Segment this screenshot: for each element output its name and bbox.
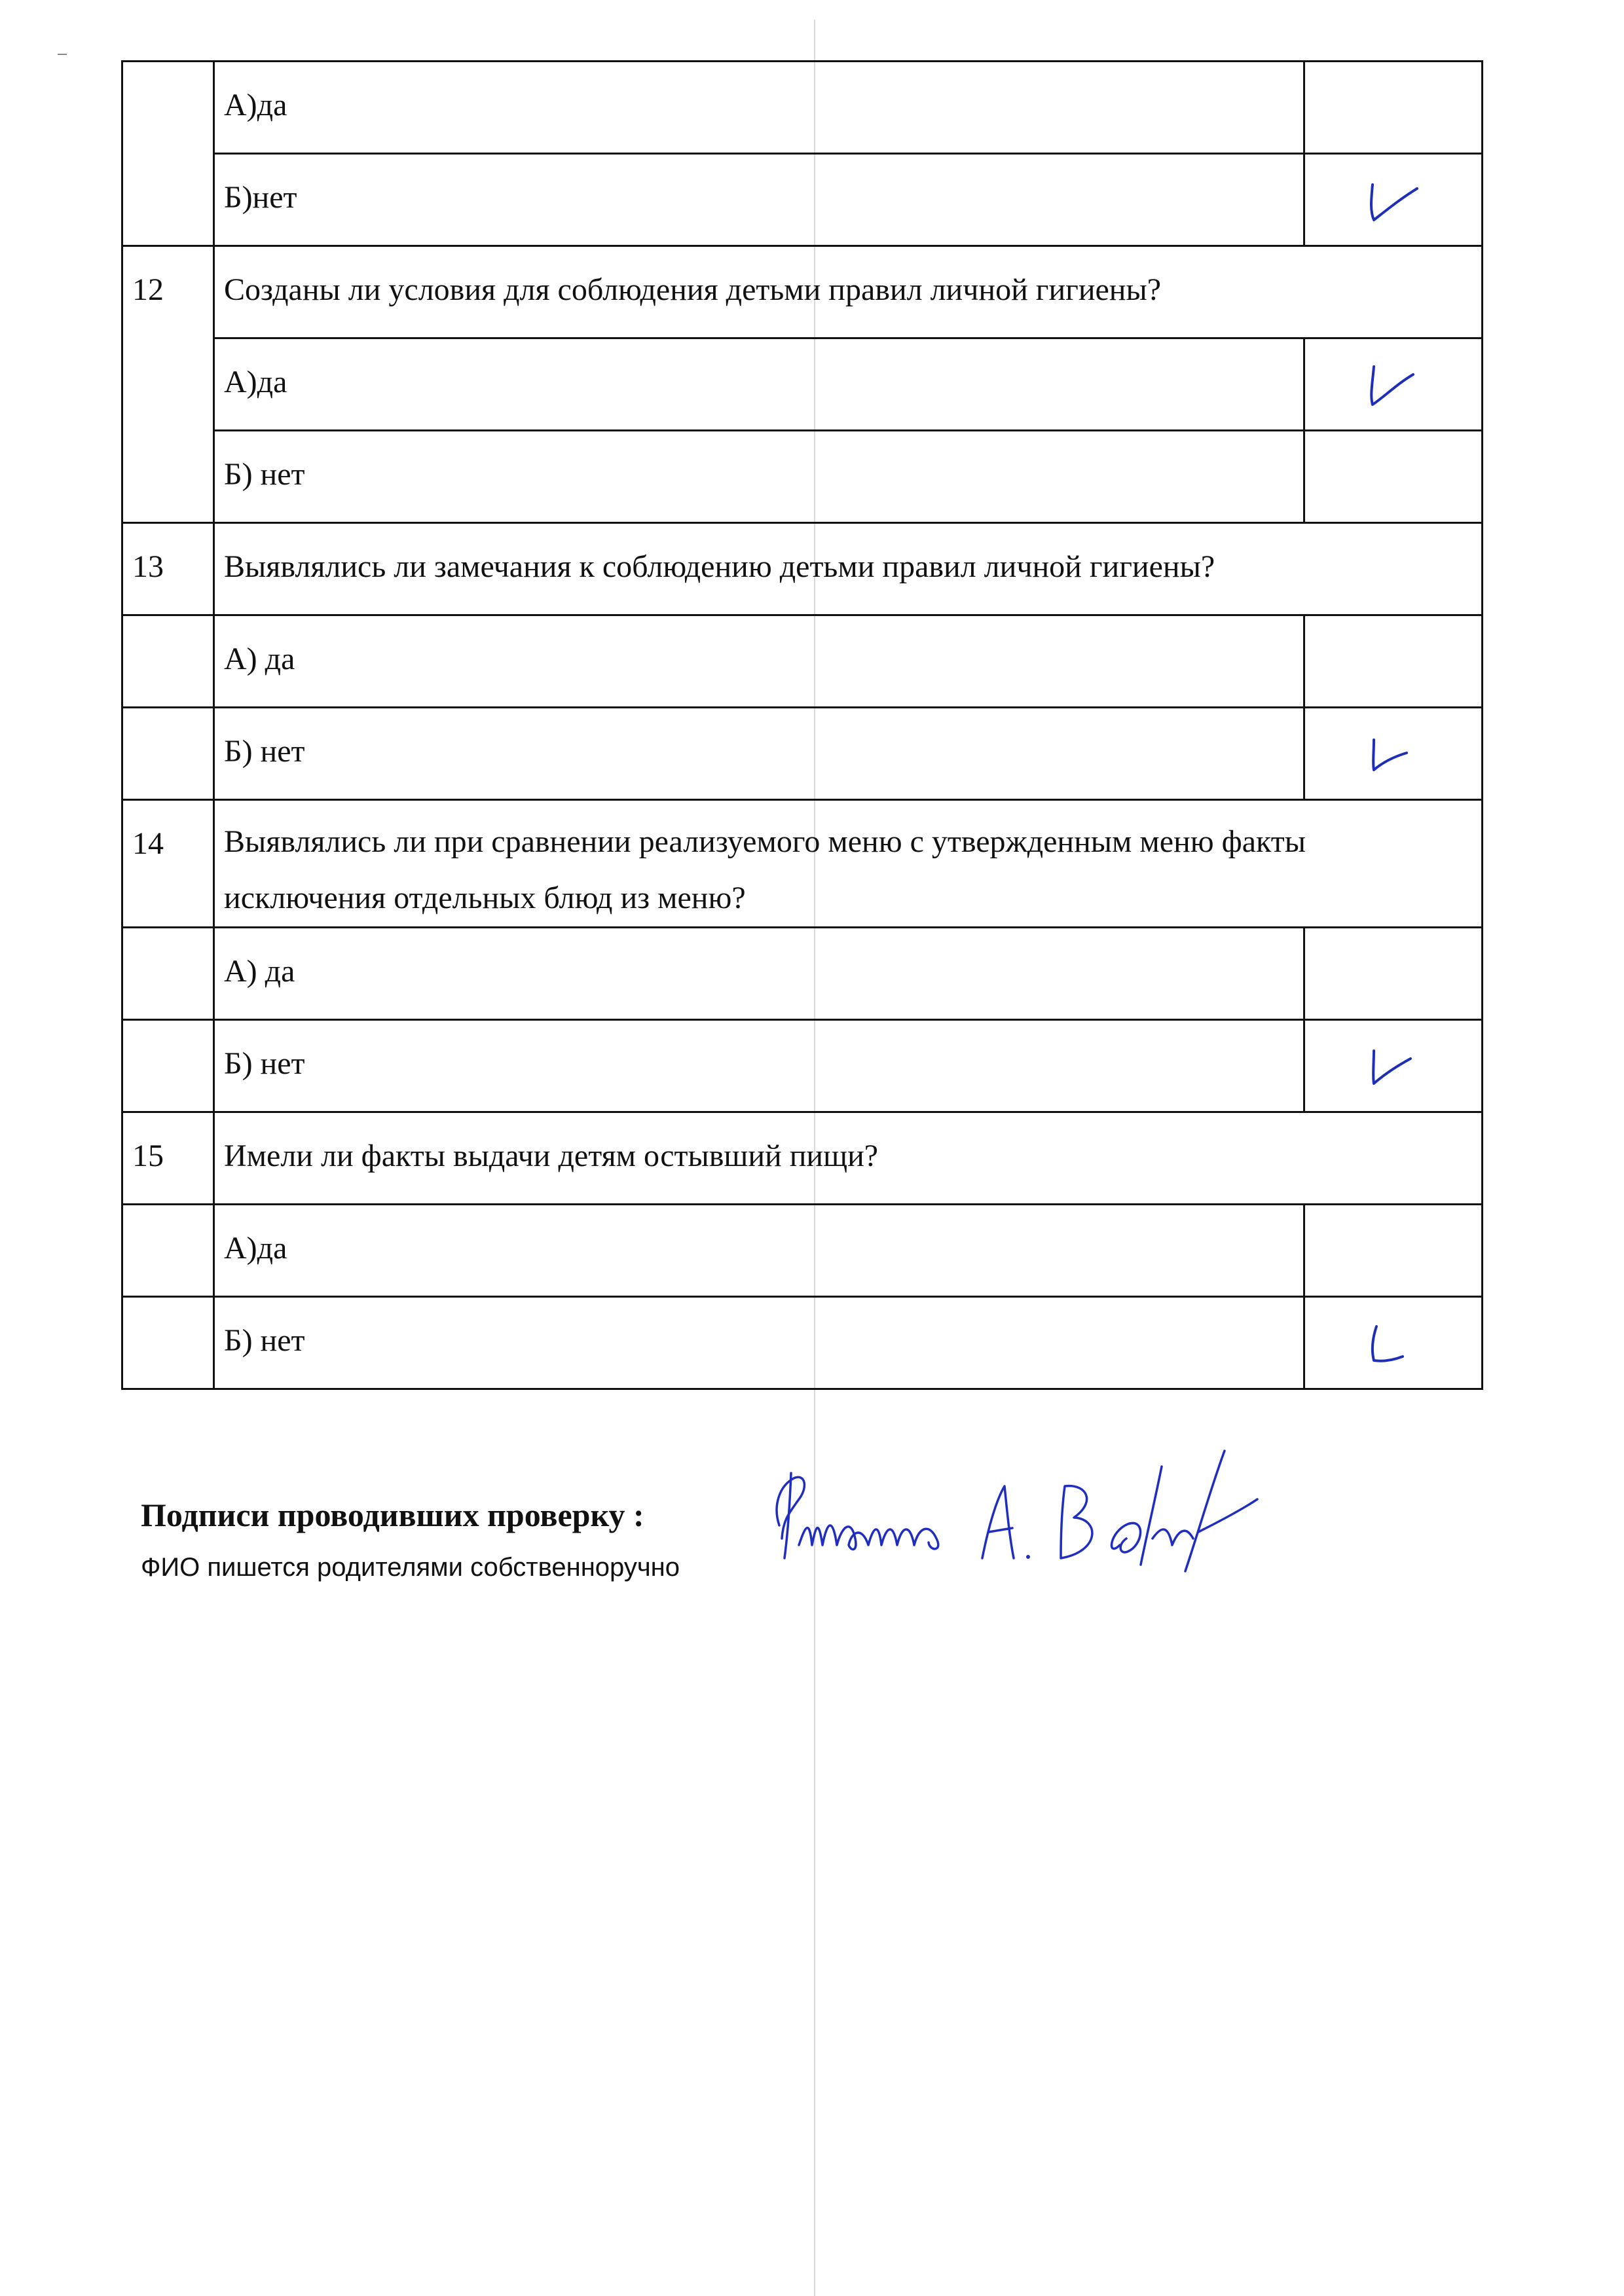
answer-label: А)да — [214, 338, 1304, 431]
scan-mark — [58, 54, 67, 55]
question-row-15 — [122, 1112, 1483, 1205]
answer-row — [122, 615, 1483, 708]
answer-row — [122, 338, 1483, 431]
answer-mark-cell[interactable] — [1304, 431, 1483, 523]
empty-number-cell — [122, 1205, 214, 1297]
answer-row — [122, 708, 1483, 800]
question-number — [122, 62, 214, 246]
empty-number-cell — [122, 615, 214, 708]
answer-label: Б) нет — [214, 1020, 1304, 1112]
answer-mark-cell[interactable] — [1304, 615, 1483, 708]
question-number: 13 — [122, 523, 214, 615]
answer-row — [122, 1297, 1483, 1389]
answer-mark-cell[interactable] — [1304, 708, 1483, 800]
signatures-title: Подписи проводивших проверку : — [141, 1497, 644, 1533]
answer-mark-cell[interactable] — [1304, 1297, 1483, 1389]
answer-label: Б)нет — [214, 154, 1304, 246]
empty-number-cell — [122, 928, 214, 1020]
question-number: 14 — [122, 800, 214, 928]
question-number: 12 — [122, 246, 214, 523]
empty-number-cell — [122, 1020, 214, 1112]
answer-label: А) да — [214, 928, 1304, 1020]
question-row-14 — [122, 800, 1483, 928]
answer-mark-cell[interactable] — [1304, 338, 1483, 431]
questionnaire-table — [121, 60, 1483, 1390]
answer-label: Б) нет — [214, 1297, 1304, 1389]
empty-number-cell — [122, 708, 214, 800]
question-text: Созданы ли условия для соблюдения детьми правил личной гигиены? — [214, 246, 1483, 338]
answer-mark-cell[interactable] — [1304, 1205, 1483, 1297]
empty-number-cell — [122, 1297, 214, 1389]
answer-row — [122, 1205, 1483, 1297]
answer-label: А)да — [214, 62, 1304, 154]
answer-mark-cell[interactable] — [1304, 1020, 1483, 1112]
answer-row — [122, 1020, 1483, 1112]
checkmark-icon — [1354, 179, 1433, 232]
answer-label: А) да — [214, 615, 1304, 708]
checkmark-icon — [1354, 1322, 1433, 1375]
question-text: Выявлялись ли при сравнении реализуемого меню с утвержденным меню факты исключения отдельных блюд из меню? — [214, 800, 1483, 928]
answer-mark-cell[interactable] — [1304, 928, 1483, 1020]
handwritten-signature — [753, 1447, 1434, 1584]
answer-label: Б) нет — [214, 431, 1304, 523]
answer-row — [122, 928, 1483, 1020]
question-row-12 — [122, 246, 1483, 338]
answer-mark-cell[interactable] — [1304, 154, 1483, 246]
signatures-note: ФИО пишется родителями собственноручно — [141, 1553, 680, 1582]
checkmark-icon — [1354, 1046, 1433, 1098]
question-number: 15 — [122, 1112, 214, 1205]
answer-row — [122, 431, 1483, 523]
answer-row — [122, 154, 1483, 246]
answer-label: А)да — [214, 1205, 1304, 1297]
signatures-section — [141, 1496, 644, 1534]
checkmark-icon — [1354, 364, 1433, 416]
question-text: Имели ли факты выдачи детям остывший пищи? — [214, 1112, 1483, 1205]
checkmark-icon — [1354, 733, 1433, 786]
answer-mark-cell[interactable] — [1304, 62, 1483, 154]
question-row-13 — [122, 523, 1483, 615]
answer-row — [122, 62, 1483, 154]
question-text: Выявлялись ли замечания к соблюдению детьми правил личной гигиены? — [214, 523, 1483, 615]
answer-label: Б) нет — [214, 708, 1304, 800]
